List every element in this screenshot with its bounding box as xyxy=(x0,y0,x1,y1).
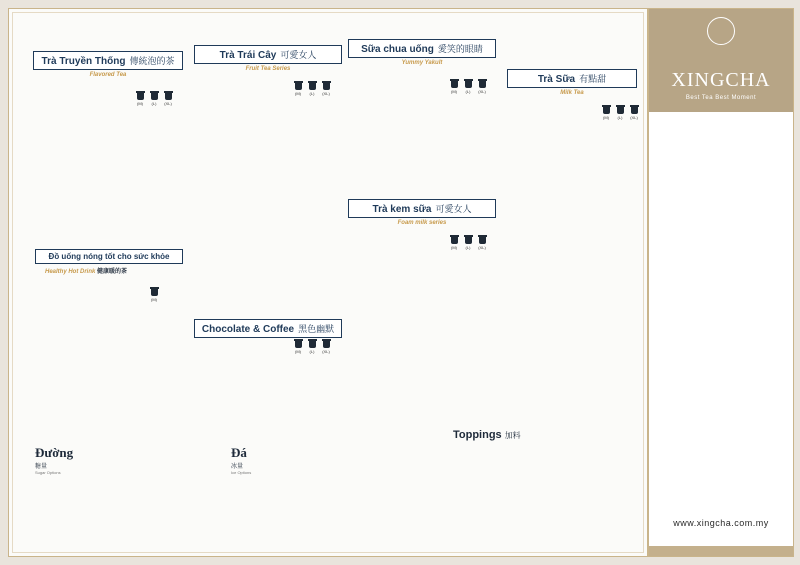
section-traditional xyxy=(33,51,183,78)
title-cn: 可愛女人 xyxy=(435,204,472,214)
cup-size-0 xyxy=(601,107,611,120)
brand-tagline: Best Tea Best Moment xyxy=(685,95,757,101)
cup-icon xyxy=(323,83,330,90)
subtitle-cn: 健康暖的茶 xyxy=(97,269,128,275)
cup-icon xyxy=(617,107,624,114)
section-title xyxy=(33,51,183,70)
cup-size-0 xyxy=(149,289,159,302)
cup-size-label: (M) xyxy=(451,89,457,94)
brand-header xyxy=(649,9,793,112)
cup-size-0 xyxy=(135,93,145,106)
cup-size-header xyxy=(449,237,487,250)
section-foam xyxy=(348,199,496,226)
cup-icon xyxy=(309,341,316,348)
cup-icon xyxy=(451,237,458,244)
title-cn: 傳統泡的茶 xyxy=(129,56,175,66)
brand-logo: XINGCHA xyxy=(671,69,771,91)
cup-size-2 xyxy=(163,93,173,106)
section-hot xyxy=(35,249,183,275)
cup-size-1 xyxy=(307,83,317,96)
menu-paper xyxy=(8,8,648,557)
cup-size-0 xyxy=(293,83,303,96)
title-en: Toppings xyxy=(453,429,502,441)
title-cn: 黑色幽默 xyxy=(298,324,335,334)
brand-panel xyxy=(648,8,794,557)
subtitle-en: Healthy Hot Drink xyxy=(45,269,96,275)
cup-icon xyxy=(165,93,172,100)
section-subtitle: Fruit Tea Series xyxy=(245,66,291,72)
cup-icon xyxy=(309,83,316,90)
cup-size-label: (XL) xyxy=(322,91,330,96)
cup-size-label: (M) xyxy=(451,245,457,250)
title-vn: Trà Sữa xyxy=(537,74,576,85)
cup-icon xyxy=(151,289,158,296)
logo-emblem-icon xyxy=(707,17,735,45)
section-subtitle: Foam milk series xyxy=(397,220,447,226)
cup-size-2 xyxy=(477,237,487,250)
section-title: Đồ uống nóng tốt cho sức khỏe xyxy=(35,249,183,264)
title-vn: Sữa chua uống xyxy=(361,44,434,55)
title-cn: 可愛女人 xyxy=(280,50,317,60)
section-subtitle xyxy=(35,266,183,275)
section-toppings xyxy=(453,429,639,445)
cup-icon xyxy=(479,81,486,88)
cup-icon xyxy=(151,93,158,100)
cup-size-1 xyxy=(463,81,473,94)
cup-size-1 xyxy=(307,341,317,354)
ice-options xyxy=(231,445,311,475)
title-vn: Trà Trái Cây xyxy=(219,50,277,61)
cup-size-header xyxy=(293,83,331,96)
cup-icon xyxy=(295,341,302,348)
ice-en: Ice Options xyxy=(231,470,252,475)
cup-size-label: (L) xyxy=(617,115,623,120)
cup-size-2 xyxy=(321,341,331,354)
title-cn: 愛笑的眼睛 xyxy=(437,44,483,54)
ice-title: Đá xyxy=(231,445,247,460)
cup-size-label: (L) xyxy=(309,91,315,96)
section-subtitle: Flavored Tea xyxy=(89,72,127,78)
toppings-title xyxy=(453,429,639,441)
cup-size-1 xyxy=(615,107,625,120)
section-yakult xyxy=(348,39,496,66)
section-title xyxy=(194,319,342,338)
cup-size-header xyxy=(449,81,487,94)
cup-size-header xyxy=(601,107,639,120)
cup-size-label: (L) xyxy=(465,89,471,94)
cup-size-2 xyxy=(477,81,487,94)
cup-size-label: (M) xyxy=(151,297,157,302)
cup-size-0 xyxy=(449,237,459,250)
section-milk xyxy=(507,69,637,96)
cup-size-label: (L) xyxy=(151,101,157,106)
cup-size-label: (L) xyxy=(309,349,315,354)
section-coffee xyxy=(194,319,342,338)
cup-size-label: (XL) xyxy=(478,89,486,94)
website-link[interactable]: www.xingcha.com.my xyxy=(673,518,769,528)
sugar-title: Đường xyxy=(35,445,74,460)
cup-size-label: (XL) xyxy=(164,101,172,106)
section-subtitle: Milk Tea xyxy=(560,90,584,96)
cup-size-header xyxy=(135,93,173,106)
section-fruit xyxy=(194,45,342,72)
section-subtitle: Yummy Yakult xyxy=(401,60,443,66)
section-title xyxy=(348,39,496,58)
cup-size-label: (M) xyxy=(603,115,609,120)
cup-icon xyxy=(479,237,486,244)
cup-size-2 xyxy=(629,107,639,120)
section-title xyxy=(507,69,637,88)
cup-icon xyxy=(295,83,302,90)
cup-icon xyxy=(323,341,330,348)
cup-size-label: (M) xyxy=(295,91,301,96)
cup-size-1 xyxy=(149,93,159,106)
cup-size-header xyxy=(293,341,331,354)
cup-icon xyxy=(137,93,144,100)
cup-size-1 xyxy=(463,237,473,250)
brand-footer xyxy=(649,546,793,556)
sugar-en: Sugar Options xyxy=(35,470,61,475)
cup-size-label: (XL) xyxy=(322,349,330,354)
cup-icon xyxy=(631,107,638,114)
title-vn: Trà kem sữa xyxy=(372,204,432,215)
section-title xyxy=(194,45,342,64)
cup-icon xyxy=(465,237,472,244)
cup-size-0 xyxy=(293,341,303,354)
section-title xyxy=(348,199,496,218)
sugar-cn: 糖量 xyxy=(35,464,48,470)
cup-icon xyxy=(451,81,458,88)
ice-cn: 冰量 xyxy=(231,464,244,470)
title-cn: 有點甜 xyxy=(579,74,607,84)
cup-size-label: (M) xyxy=(295,349,301,354)
cup-icon xyxy=(603,107,610,114)
cup-size-0 xyxy=(449,81,459,94)
cup-icon xyxy=(465,81,472,88)
title-vn: Chocolate & Coffee xyxy=(201,324,295,335)
title-vn: Trà Truyền Thống xyxy=(41,56,126,67)
cup-size-label: (XL) xyxy=(630,115,638,120)
title-cn: 加料 xyxy=(504,431,521,440)
cup-size-label: (M) xyxy=(137,101,143,106)
cup-size-label: (L) xyxy=(465,245,471,250)
sugar-options xyxy=(35,445,115,475)
cup-size-label: (XL) xyxy=(478,245,486,250)
cup-size-2 xyxy=(321,83,331,96)
cup-size-header xyxy=(149,289,159,302)
